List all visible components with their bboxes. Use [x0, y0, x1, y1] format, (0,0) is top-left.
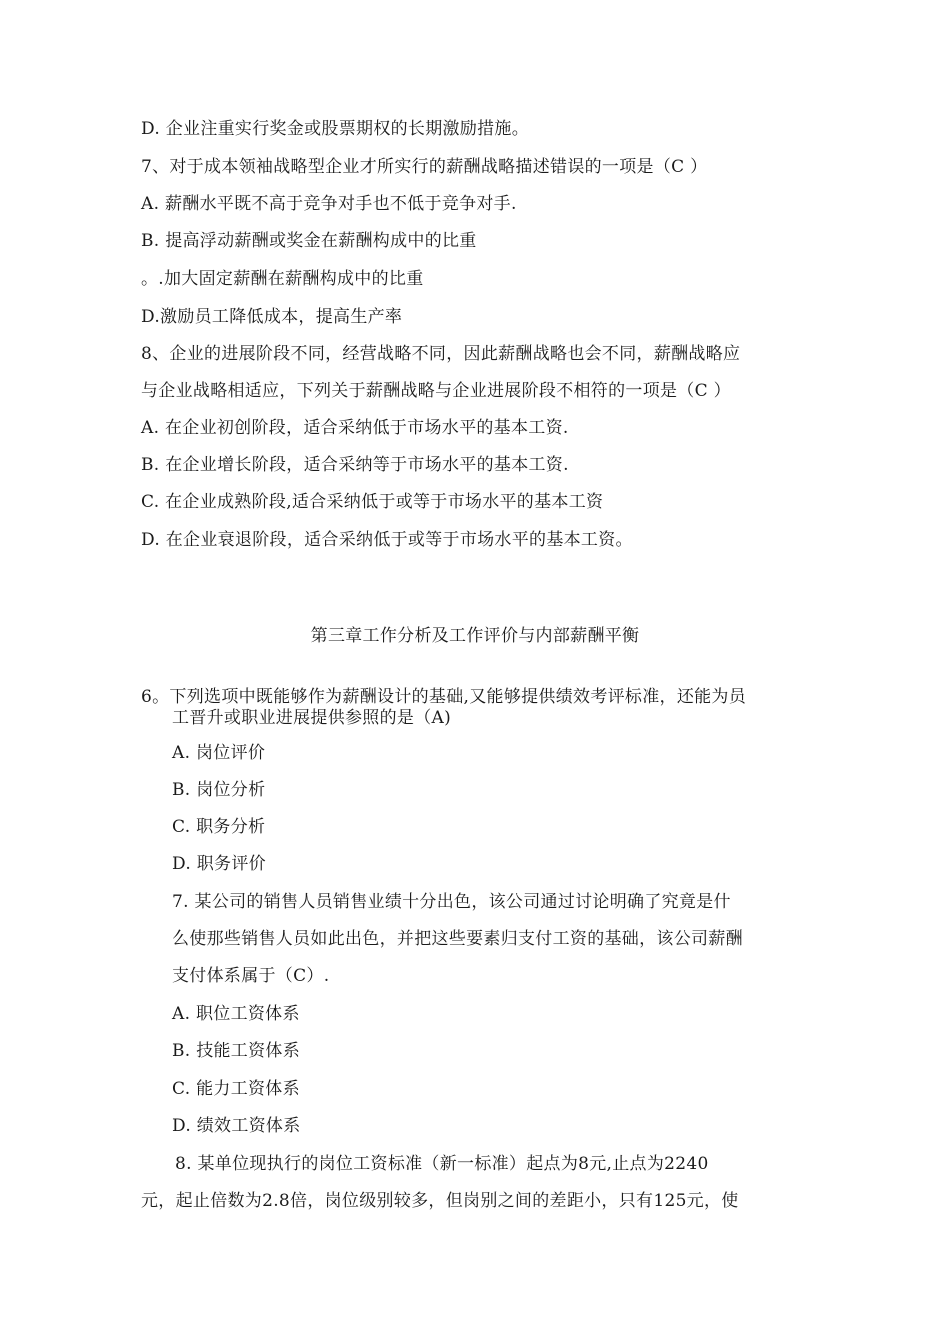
ch3-question-7-line-3: 支付体系属于（C）.: [172, 966, 330, 986]
ch3-q7-option-c: C. 能力工资体系: [172, 1079, 300, 1099]
ch3-q6-option-b: B. 岗位分析: [172, 780, 266, 800]
q7-option-c: 。.加大固定薪酬在薪酬构成中的比重: [141, 269, 424, 289]
q8-option-b: B. 在企业增长阶段，适合采纳等于市场水平的基本工资.: [141, 455, 569, 475]
ch3-question-8-line-2: 元，起止倍数为2.8倍，岗位级别较多，但岗别之间的差距小，只有125元，使: [141, 1191, 739, 1211]
ch3-q7-option-b: B. 技能工资体系: [172, 1041, 300, 1061]
ch3-q7-option-d: D. 绩效工资体系: [172, 1116, 301, 1136]
q7-option-b: B. 提高浮动薪酬或奖金在薪酬构成中的比重: [141, 231, 477, 251]
ch3-question-7-line-1: 7. 某公司的销售人员销售业绩十分出色，该公司通过讨论明确了究竟是什: [172, 892, 731, 912]
ch3-q6-option-c: C. 职务分析: [172, 817, 266, 837]
ch3-question-7-line-2: 么使那些销售人员如此出色，并把这些要素归支付工资的基础，该公司薪酬: [172, 929, 743, 949]
chapter-title: 第三章工作分析及工作评价与内部薪酬平衡: [310, 626, 640, 646]
ch3-q7-option-a: A. 职位工资体系: [172, 1004, 300, 1024]
ch3-question-6-line-1: 6。下列选项中既能够作为薪酬设计的基础,又能够提供绩效考评标准，还能为员: [141, 687, 747, 707]
q8-option-c: C. 在企业成熟阶段,适合采纳低于或等于市场水平的基本工资: [141, 492, 604, 512]
question-7: 7、对于成本领袖战略型企业才所实行的薪酬战略描述错误的一项是（C ）: [141, 157, 708, 177]
q7-option-d: D.激励员工降低成本，提高生产率: [141, 307, 403, 327]
q7-option-a: A. 薪酬水平既不高于竞争对手也不低于竞争对手.: [141, 194, 517, 214]
ch3-q6-option-d: D. 职务评价: [172, 854, 266, 874]
question-8-line-2: 与企业战略相适应，下列关于薪酬战略与企业进展阶段不相符的一项是（C ）: [141, 381, 731, 401]
question-8-line-1: 8、企业的进展阶段不同，经营战略不同，因此薪酬战略也会不同，薪酬战略应: [141, 344, 741, 364]
ch3-q6-option-a: A. 岗位评价: [172, 743, 266, 763]
q8-option-d: D. 在企业衰退阶段，适合采纳低于或等于市场水平的基本工资。: [141, 530, 633, 550]
option-d-prev: D. 企业注重实行奖金或股票期权的长期激励措施。: [141, 119, 530, 139]
ch3-question-6-line-2: 工晋升或职业进展提供参照的是（A): [172, 708, 452, 728]
q8-option-a: A. 在企业初创阶段，适合采纳低于市场水平的基本工资.: [141, 418, 569, 438]
ch3-question-8-line-1: 8. 某单位现执行的岗位工资标准（新一标准）起点为8元,止点为2240: [175, 1154, 709, 1174]
